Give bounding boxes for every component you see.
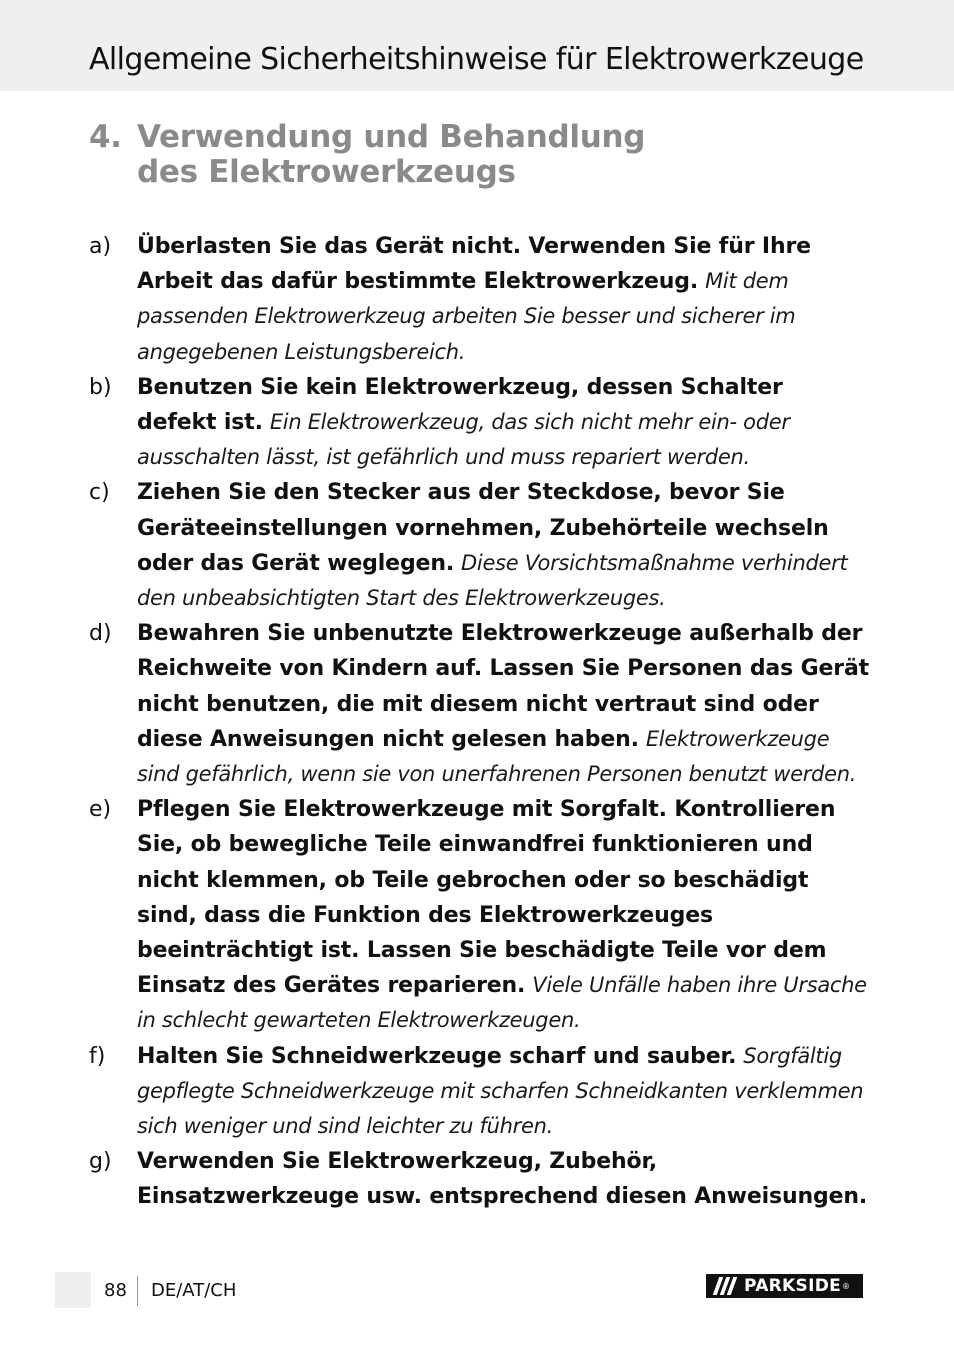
list-item (89, 616, 869, 792)
item-body (137, 1039, 869, 1145)
page-number: 88 (104, 1280, 127, 1301)
region-code: DE/AT/CH (151, 1280, 237, 1301)
list-item (89, 370, 869, 476)
item-bold-text: Pflegen Sie Elektrowerkzeuge mit Sorgfalt. Kontrollieren Sie, ob bewegliche Teile einwandfrei funktionieren und nicht klemmen, ob Teile gebrochen oder so beschädigt sind, dass die Funktion des Elektrowerkzeuges beeinträchtigt ist. Lassen Sie beschädigte Teile vor dem Einsatz des Gerätes reparieren. (137, 797, 836, 999)
item-italic-text: Diese Vorsichtsmaßnahme verhindert den unbeabsichtigten Start des Elektrowerkzeuges. (137, 550, 848, 611)
item-label: d) (89, 621, 112, 647)
item-label: f) (89, 1043, 106, 1069)
footer-marker-box (55, 1272, 91, 1308)
logo-stripes-icon (706, 1274, 742, 1298)
item-bold-text: Halten Sie Schneidwerkzeuge scharf und sauber. (137, 1043, 737, 1069)
list-item (89, 1039, 869, 1145)
item-label: c) (89, 480, 110, 506)
item-body (137, 229, 869, 370)
section-title-line1: Verwendung und Behandlung (137, 119, 646, 155)
item-label: g) (89, 1149, 112, 1175)
item-body (137, 370, 869, 476)
item-italic-text: Viele Unfälle haben ihre Ursache in schlecht gewarteten Elektrowerkzeugen. (137, 973, 867, 1033)
list-item (89, 229, 869, 370)
item-label: e) (89, 797, 112, 823)
page-header-title: Allgemeine Sicherheitshinweise für Elektrowerkzeuge (89, 42, 864, 77)
parkside-logo (706, 1274, 863, 1298)
item-body (137, 616, 869, 792)
section-title-line2: des Elektrowerkzeugs (137, 154, 516, 190)
registered-mark: ® (842, 1281, 851, 1291)
item-body (137, 475, 869, 616)
item-bold-text: Bewahren Sie unbenutzte Elektrowerkzeuge außerhalb der Reichweite von Kindern auf. Lassen Sie Personen das Gerät nicht benutzen, die mit diesem nicht vertraut sind oder diese Anweisungen nicht gelesen haben. (137, 621, 870, 752)
list-item (89, 792, 869, 1038)
item-bold-text: Verwenden Sie Elektrowerkzeug, Zubehör, Einsatzwerkzeuge usw. entsprechend diesen Anweisungen. (137, 1149, 868, 1210)
item-italic-text: Mit dem passenden Elektrowerkzeug arbeiten Sie besser und sicherer im angegebenen Leistungsbereich. (137, 269, 796, 364)
item-bold-text: Benutzen Sie kein Elektrowerkzeug, dessen Schalter defekt ist. (137, 374, 783, 436)
item-body (137, 1144, 869, 1214)
footer-divider (137, 1276, 138, 1306)
section-number: 4. (89, 119, 122, 155)
item-italic-text: Sorgfältig gepflegte Schneidwerkzeuge mit scharfen Schneidkanten verklemmen sich weniger und sind leichter zu führen. (137, 1043, 864, 1139)
item-italic-text: Ein Elektrowerkzeug, das sich nicht mehr ein- oder ausschalten lässt, ist gefährlich und muss repariert werden. (137, 410, 790, 470)
item-label: a) (89, 234, 112, 259)
item-bold-text: Ziehen Sie den Stecker aus der Steckdose, bevor Sie Geräteeinstellungen vornehmen, Zubehörteile wechseln oder das Gerät weglegen. (137, 480, 829, 576)
list-item (89, 475, 869, 616)
item-bold-text: Überlasten Sie das Gerät nicht. Verwenden Sie für Ihre Arbeit das dafür bestimmte Elektrowerkzeug. (137, 234, 811, 295)
item-italic-text: Elektrowerkzeuge sind gefährlich, wenn sie von unerfahrenen Personen benutzt werden. (137, 726, 857, 787)
instruction-list (89, 229, 869, 1215)
item-label: b) (89, 374, 112, 400)
list-item (89, 1144, 869, 1214)
logo-wordmark: PARKSIDE (744, 1276, 842, 1296)
item-body (137, 792, 869, 1038)
